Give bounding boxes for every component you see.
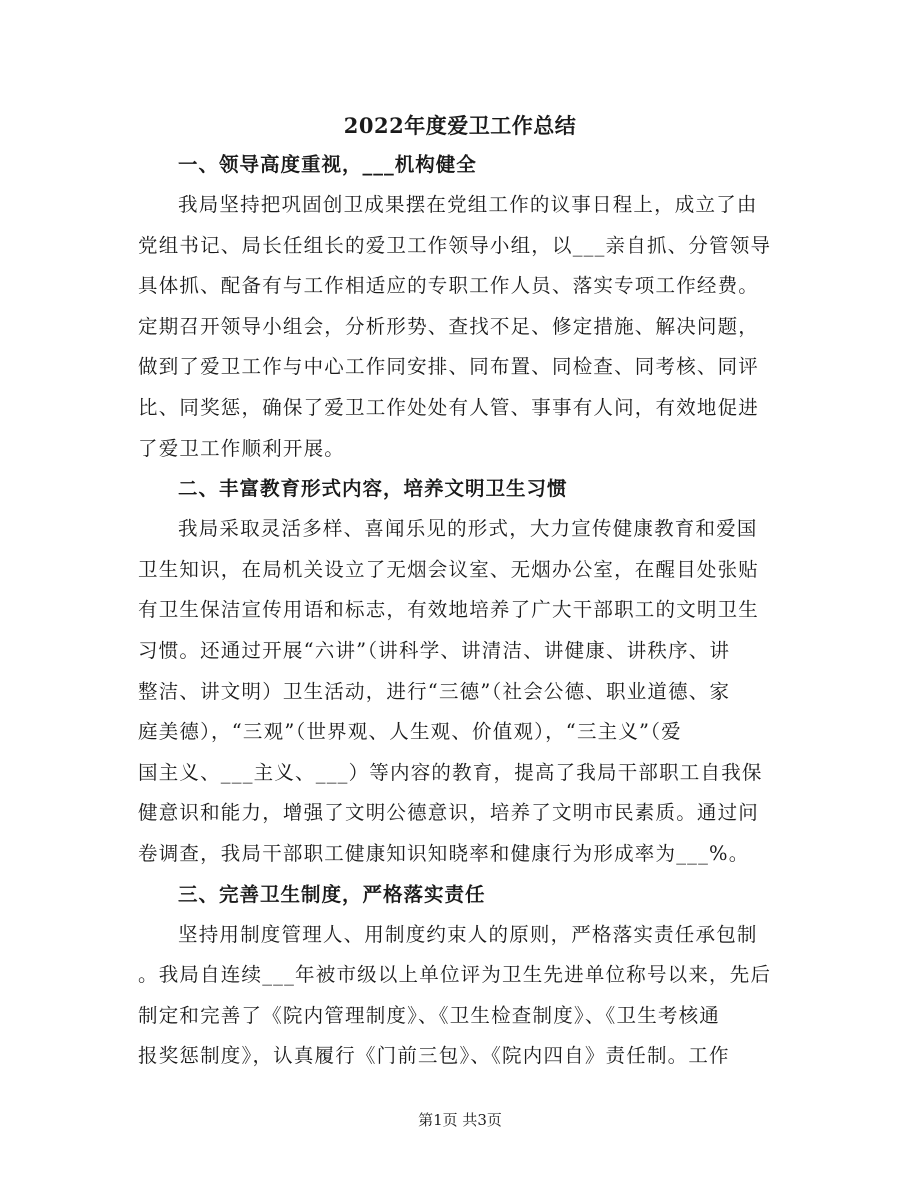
paragraph-line: 卷调查，我局干部职工健康知识知晓率和健康行为形成率为___%。 bbox=[138, 841, 750, 865]
paragraph-line: 了爱卫工作顺利开展。 bbox=[138, 436, 346, 460]
paragraph-line: 习惯。还通过开展“六讲”（讲科学、讲清洁、讲健康、讲秩序、讲 bbox=[138, 638, 731, 662]
paragraph-line: 做到了爱卫工作与中心工作同安排、同布置、同检查、同考核、同评 bbox=[138, 355, 760, 379]
paragraph-line: 我局采取灵活多样、喜闻乐见的形式，大力宣传健康教育和爱国 bbox=[178, 517, 758, 541]
paragraph-line: 卫生知识，在局机关设立了无烟会议室、无烟办公室，在醒目处张贴 bbox=[138, 557, 760, 581]
paragraph-line: 制定和完善了《院内管理制度》、《卫生检查制度》、《卫生考核通 bbox=[138, 1003, 721, 1027]
paragraph-line: 比、同奖惩，确保了爱卫工作处处有人管、事事有人问，有效地促进 bbox=[138, 395, 760, 419]
paragraph-line: 。我局自连续___年被市级以上单位评为卫生先进单位称号以来，先后 bbox=[138, 963, 772, 987]
section-paragraph-3 bbox=[138, 915, 778, 1077]
paragraph-line: 党组书记、局长任组长的爱卫工作领导小组，以___亲自抓、分管领导 bbox=[138, 233, 772, 257]
paragraph-line: 整洁、讲文明）卫生活动，进行“三德”（社会公德、职业道德、家 bbox=[138, 679, 731, 703]
section-heading-1: 一、领导高度重视，___机构健全 bbox=[178, 153, 477, 176]
paragraph-line: 国主义、___主义、___）等内容的教育，提高了我局干部职工自我保 bbox=[138, 760, 763, 784]
paragraph-line: 坚持用制度管理人、用制度约束人的原则，严格落实责任承包制 bbox=[178, 922, 758, 946]
paragraph-line: 庭美德），“三观”（世界观、人生观、价值观），“三主义”（爱 bbox=[138, 720, 682, 744]
document-title: 2022年度爱卫工作总结 bbox=[343, 113, 577, 138]
page-number-footer: 第1页 共3页 bbox=[418, 1111, 502, 1129]
paragraph-line: 报奖惩制度》，认真履行《门前三包》、《院内四自》责任制。工作 bbox=[138, 1044, 730, 1068]
paragraph-line: 我局坚持把巩固创卫成果摆在党组工作的议事日程上，成立了由 bbox=[178, 193, 758, 216]
paragraph-line: 健意识和能力，增强了文明公德意识，培养了文明市民素质。通过问 bbox=[138, 801, 760, 825]
document-body bbox=[138, 145, 778, 1077]
section-paragraph-2 bbox=[138, 509, 778, 874]
paragraph-line: 定期召开领导小组会，分析形势、查找不足、修定措施、解决问题， bbox=[138, 314, 760, 338]
section-heading-2: 二、丰富教育形式内容，培养文明卫生习惯 bbox=[178, 477, 568, 501]
section-paragraph-1 bbox=[138, 185, 778, 469]
paragraph-line: 有卫生保洁宣传用语和标志，有效地培养了广大干部职工的文明卫生 bbox=[138, 598, 760, 622]
section-heading-3: 三、完善卫生制度，严格落实责任 bbox=[178, 882, 486, 906]
paragraph-line: 具体抓、配备有与工作相适应的专职工作人员、落实专项工作经费。 bbox=[138, 274, 760, 298]
